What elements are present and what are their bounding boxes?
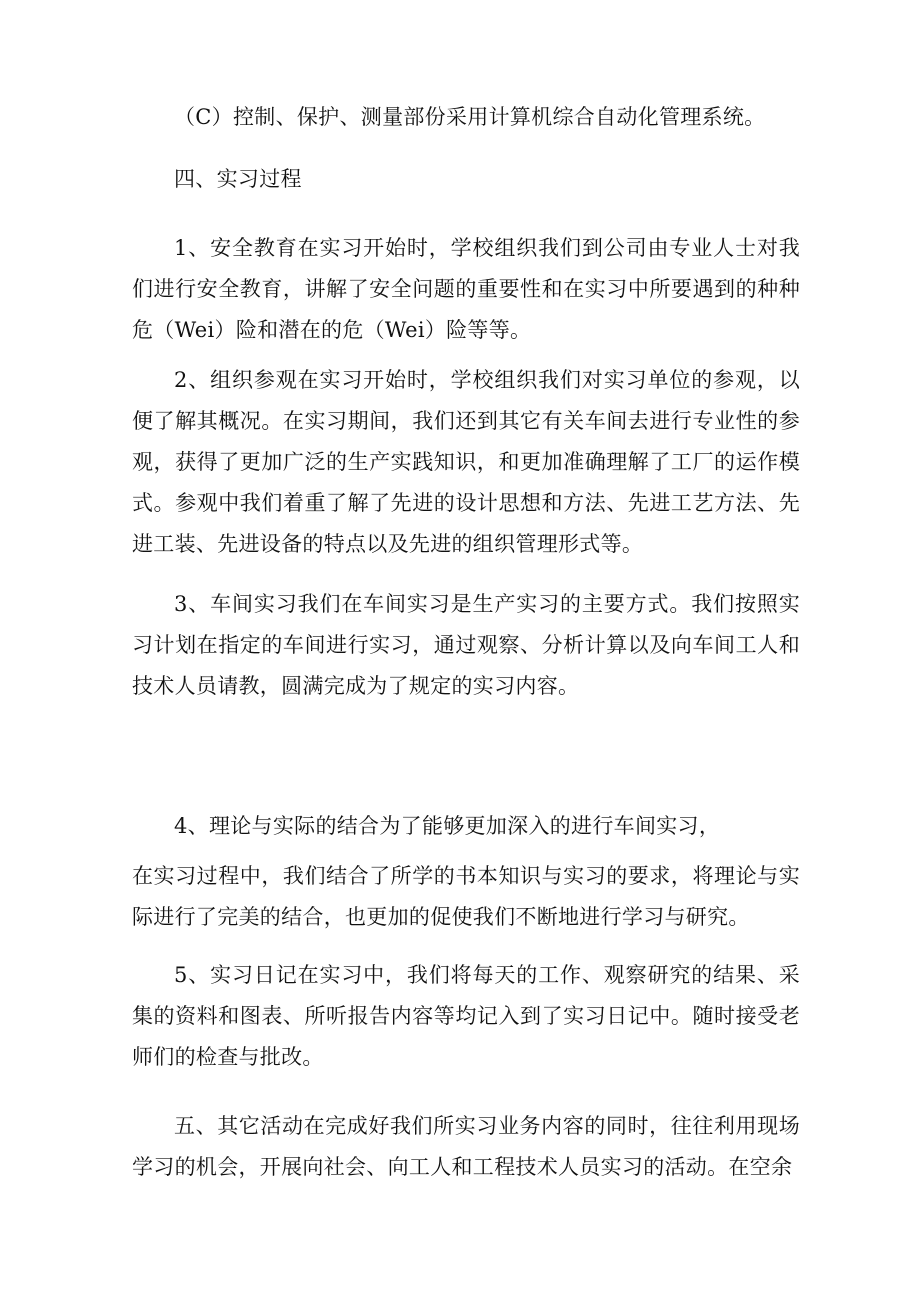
paragraph-control-system: （C）控制、保护、测量部份采用计算机综合自动化管理系统。 [174,105,766,129]
paragraph-theory-practice-heading: 4、理论与实际的结合为了能够更加深入的进行车间实习， [174,814,721,838]
section-heading-internship-process: 四、实习过程 [174,167,302,191]
paragraph-internship-diary: 5、实习日记在实习中，我们将每天的工作、观察研究的结果、采集的资料和图表、所听报告内容等均记入到了实习日记中。随时接受老师们的检查与批改。 [132,963,800,1069]
paragraph-other-activities: 五、其它活动在完成好我们所实习业务内容的同时，往往利用现场学习的机会，开展向社会、向工人和工程技术人员实习的活动。在空余 [132,1114,800,1179]
paragraph-safety-education: 1、安全教育在实习开始时，学校组织我们到公司由专业人士对我们进行安全教育，讲解了安全问题的重要性和在实习中所要遇到的种种危（Wei）险和潜在的危（Wei）险等等。 [132,236,800,342]
paragraph-organized-visit: 2、组织参观在实习开始时，学校组织我们对实习单位的参观，以便了解其概况。在实习期间，我们还到其它有关车间去进行专业性的参观，获得了更加广泛的生产实践知识，和更加准确理解了工厂的运作模式。参观中我们着重了解了先进的设计思想和方法、先进工艺方法、先进工装、先进设备的特点以及先进的组织管理形式等。 [132,368,800,556]
paragraph-workshop-practice: 3、车间实习我们在车间实习是生产实习的主要方式。我们按照实习计划在指定的车间进行实习，通过观察、分析计算以及向车间工人和技术人员请教，圆满完成为了规定的实习内容。 [132,592,800,698]
paragraph-theory-practice-body: 在实习过程中，我们结合了所学的书本知识与实习的要求，将理论与实际进行了完美的结合，也更加的促使我们不断地进行学习与研究。 [132,864,800,929]
